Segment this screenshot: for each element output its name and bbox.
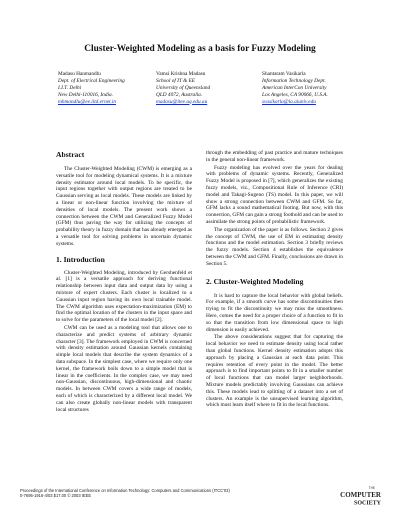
logo-top-text: THE <box>368 486 375 490</box>
introduction-heading: 1. Introduction <box>56 254 105 264</box>
left-column <box>56 150 192 413</box>
author-affiliation-line: New Delhi-110016, India. <box>58 91 113 98</box>
section-2-heading: 2. Cluster-Weighted Modeling <box>206 276 304 286</box>
author-affiliation-line: Los Angeles, CA 90066, U.S.A. <box>262 91 328 98</box>
author-email-link[interactable]: svasikarla@la.aiuniv.edu <box>262 98 316 105</box>
author-affiliation-line: University of Queensland <box>156 84 211 91</box>
author-1 <box>156 71 210 106</box>
body-paragraph: CWM can be used as a modeling tool that allows one to characterize and predict systems of arbitrary dynamic character [3]. The framework employed in CWM is concerned with density estimation around Gaussian kernels containing simple local models that describe the system dynamics of a data subspace. In the simplest case, where we require only one kernel, the framework boils down to a simple model that is linear in the coefficients. In the complex case, we may need non-Gaussian, discontinuous, high-dimensional and chaotic models. In between CWM covers a wide range of models, each of which is characterized by a different local model. We can also create globally non-linear models with transparent local structures <box>56 324 192 413</box>
body-paragraph: Fuzzy modeling has evolved over the years for dealing with problems of dynamic systems. Recently, Generalized Fuzzy Model is proposed in [7], which generalizes the existing fuzzy models, viz., Compositional Rule of Inference (CRI) model and Takagi-Sugeno (TS) model. In this paper, we will show a strong connection between CWM and GFM. So far, GFM lacks a sound mathematical footing. But now, with this connection, GFM can gain a strong foothold and can be used to assimilate the strong points of probabilistic framework. <box>206 164 343 225</box>
body-paragraph: The organization of the paper is as follows. Section 2 gives the concept of CWM, the use of EM in estimating density functions and the model estimation. Section 3 briefly reviews the fuzzy models. Section 4 establishes the equivalence between the CWM and GFM. Finally, conclusions are drawn in Section 5. <box>206 226 343 267</box>
body-paragraph: Cluster-Weighted Modeling, introduced by Gershenfeld et al. [1] is a versatile approach for deriving functional relationship between input data and output data by using a mixture of expert clusters. Each cluster is localized to a Gaussian input region having its own local trainable model. The CWM algorithm uses expectation-maximization (EM) to find the optimal location of the clusters in the input space and to solve for the parameters of the local model [2]. <box>56 269 192 324</box>
author-2 <box>262 71 328 106</box>
footer-line: Proceedings of the International Conference on Information Technology: Computers and Communications (ITCC'03) <box>20 488 230 493</box>
proceedings-footer <box>20 488 320 499</box>
author-affiliation-line: School of IT & EE <box>156 77 196 84</box>
computer-society-logo <box>340 484 382 508</box>
body-paragraph: It is hard to capture the local behavior with global beliefs. For example, if a smooth curve has some discontinuities then trying to fit the discontinuity we may miss the smoothness. Here, comes the need for a proper choice of a function to fit in so that the transition from low dimensional space to high dimension is easily achieved. <box>206 292 343 333</box>
author-affiliation-line: American InterCon University <box>262 84 327 91</box>
author-name: Vamsi Krishna Madasu <box>156 71 206 77</box>
logo-bottom-text: SOCIETY <box>353 500 381 507</box>
abstract-paragraph: The Cluster-Weighted Modeling (CWM) is emerging as a versatile tool for modeling dynamical systems. It is a mixture density estimator around local models. To be specific, the input regions together with output regions are treated to be Gaussian serving as local models. These models are linked by a linear or non-linear function involving the mixture of densities of local models. The present work shows a connection between the CWM and Generalized Fuzzy Model (GFM) thus paving the way for utilizing the concepts of probability theory in fuzzy domain that has already emerged as a versatile tool for solving problems in uncertain dynamic systems. <box>56 166 192 247</box>
author-affiliation-line: Information Technology Dept. <box>262 77 326 84</box>
author-affiliation-line: I.I.T. Delhi <box>58 84 82 91</box>
abstract-body <box>56 166 192 248</box>
abstract-heading: Abstract <box>56 150 85 159</box>
author-affiliation-line: Dept. of Electrical Engineering <box>58 77 125 84</box>
paper-title: Cluster-Weighted Modeling as a basis for Fuzzy Modeling <box>84 44 316 54</box>
author-email-link[interactable]: mhmandlu@ee.iitd.ernet.in <box>58 98 116 105</box>
right-column <box>206 150 343 409</box>
body-paragraph: The above considerations suggest that for capturing the local behavior we need to estimate density using local rather than global functions. Kernel density estimation adopts this approach by placing a Gaussian at each data point. This requires retention of every point in the model. The better approach is to find important points to fit in a smaller number of local functions that can model larger neighborhoods. Mixture models predictably involving Gaussians can achieve this. These models lead to splitting of a dataset into a set of clusters. An example is the unsupervised learning algorithm, which must learn itself where to fit in the local functions. <box>206 334 343 409</box>
logo-main-text: COMPUTER <box>340 491 381 499</box>
body-paragraph: through the embedding of past practice and mature techniques in the general non-linear framework. <box>206 150 343 163</box>
footer-line: 0-7695-1916-4/03 $17.00 © 2003 IEEE <box>20 493 92 499</box>
author-email-link[interactable]: madasu@itee.uq.edu.au <box>156 98 208 105</box>
author-name: Madasu Hanmandlu <box>58 71 101 77</box>
author-block <box>0 71 400 123</box>
author-name: Shantaram Vasikarla <box>262 71 306 77</box>
author-affiliation-line: QLD 4072, Australia. <box>156 91 203 98</box>
author-0 <box>58 71 125 106</box>
